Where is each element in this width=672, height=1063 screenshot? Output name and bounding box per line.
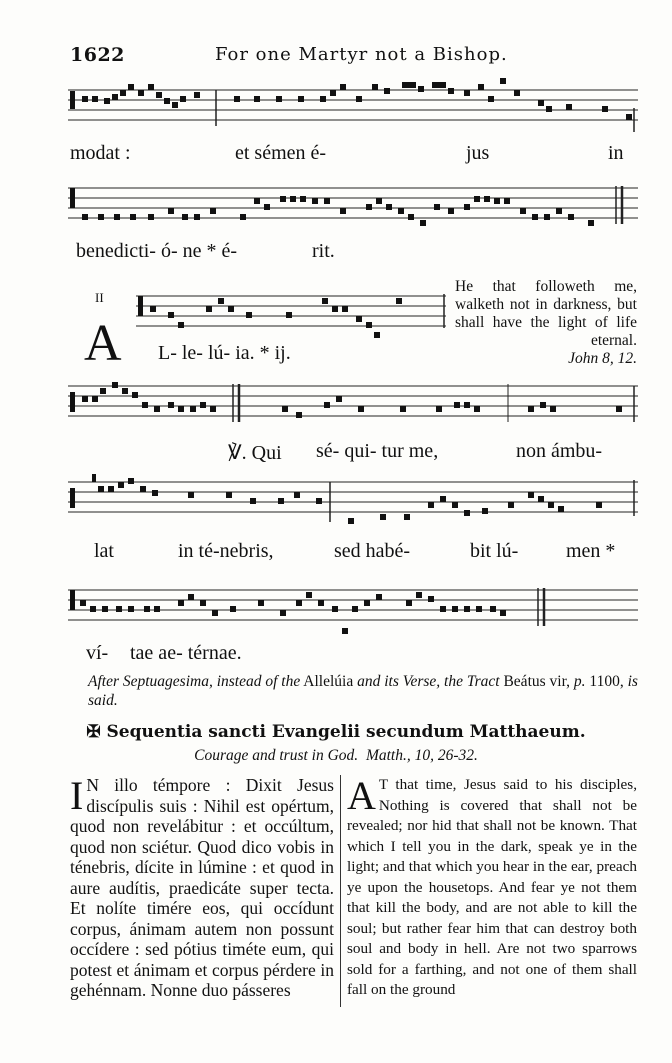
- lyric-6b: tae ae- térnae.: [130, 642, 242, 664]
- rubric-word-2: Beátus vir,: [503, 673, 571, 690]
- column-divider: [340, 775, 341, 1007]
- gospel-title: Sequentia sancti Evangelii secundum Matthaeum.: [106, 722, 586, 742]
- lyric-4c: non ámbu-: [516, 440, 603, 462]
- rubric-word-1: Allelúia: [303, 673, 354, 690]
- gospel-heading: [0, 722, 672, 742]
- lyric-1c: jus: [466, 142, 490, 164]
- latin-text: N illo témpore : Dixit Jesus discípulis suis : Nihil est opértum, quod non revelábitur : et occúltum, quod non sciétur. Quod dico vobis in ténebris, dícite in lúmine : et quod in aure audítis, praedicáte super tecta. Et nolíte timére eos, qui occídunt corpus, ánimam autem non possunt occídere : sed pótius timéte eum, qui potest et ánimam et corpus pérdere in gehénnam. Nonne duo pásseres: [70, 775, 334, 1000]
- verse-translation: [455, 278, 637, 368]
- gospel-reference: Matth., 10, 26-32.: [365, 747, 478, 764]
- lyric-5b: in té-nebris,: [178, 540, 274, 562]
- rubric-italic-3: p.: [573, 673, 586, 690]
- latin-text-column: [70, 775, 334, 1001]
- chant-staff-4: [68, 378, 638, 430]
- page-number: 1622: [70, 44, 125, 66]
- english-drop-cap: A: [347, 773, 376, 818]
- lyric-1b: et sémen é-: [235, 142, 327, 164]
- rubric-italic-1: After Septuagesima, instead of the: [88, 673, 301, 690]
- rubric: [88, 672, 638, 710]
- rubric-italic-2: and its Verse, the Tract: [357, 673, 500, 690]
- chant-staff-6: [68, 582, 638, 642]
- alleluia-initial: A: [84, 315, 122, 372]
- lyric-1a: modat :: [70, 142, 131, 164]
- chant-staff-1: [68, 78, 638, 138]
- chant-staff-2: [68, 180, 638, 238]
- rubric-italic-4: is said.: [88, 673, 638, 709]
- running-title: For one Martyr not a Bishop.: [215, 44, 508, 65]
- lyric-5a: lat: [94, 540, 114, 562]
- mode-number: II: [95, 290, 104, 305]
- lyric-6a: ví-: [86, 642, 109, 664]
- verse-translation-text: He that followeth me, walketh not in darkness, but shall have the light of life eternal.: [455, 278, 637, 349]
- english-text-column: [347, 775, 637, 1001]
- english-text: T that time, Jesus said to his disciples, Nothing is covered that shall not be revealed; nor hid that shall not be known. That which I tell you in the dark, speak ye in the light; and that which you hear in the ear, preach ye upon the housetops. And fear ye not them that kill the body, and are not able to kill the soul; but rather fear him that can destroy both soul and body in hell. Are not two sparrows sold for a farthing, and not one of them shall fall on the ground: [347, 776, 637, 998]
- lyric-5d: bit lú-: [470, 540, 519, 562]
- chant-staff-5: [68, 470, 638, 530]
- lyric-3: L- le- lú- ia. * ij.: [158, 342, 291, 364]
- lyric-5c: sed habé-: [334, 540, 411, 562]
- rubric-page: 1100,: [589, 673, 624, 690]
- lyric-4b: sé- qui- tur me,: [316, 440, 439, 462]
- lyric-2a: benedicti- ó- ne * é-: [76, 240, 238, 262]
- verse-citation: John 8, 12.: [568, 350, 637, 367]
- latin-drop-cap: I: [70, 773, 84, 818]
- lyric-4a: ℣. Qui: [228, 442, 282, 464]
- lyric-2b: rit.: [312, 240, 335, 262]
- gospel-subtitle: [0, 747, 672, 765]
- lyric-5e: men *: [566, 540, 616, 562]
- cross-icon: ✠: [86, 722, 101, 742]
- gospel-subtitle-text: Courage and trust in God.: [194, 747, 359, 764]
- lyric-1d: in: [608, 142, 624, 164]
